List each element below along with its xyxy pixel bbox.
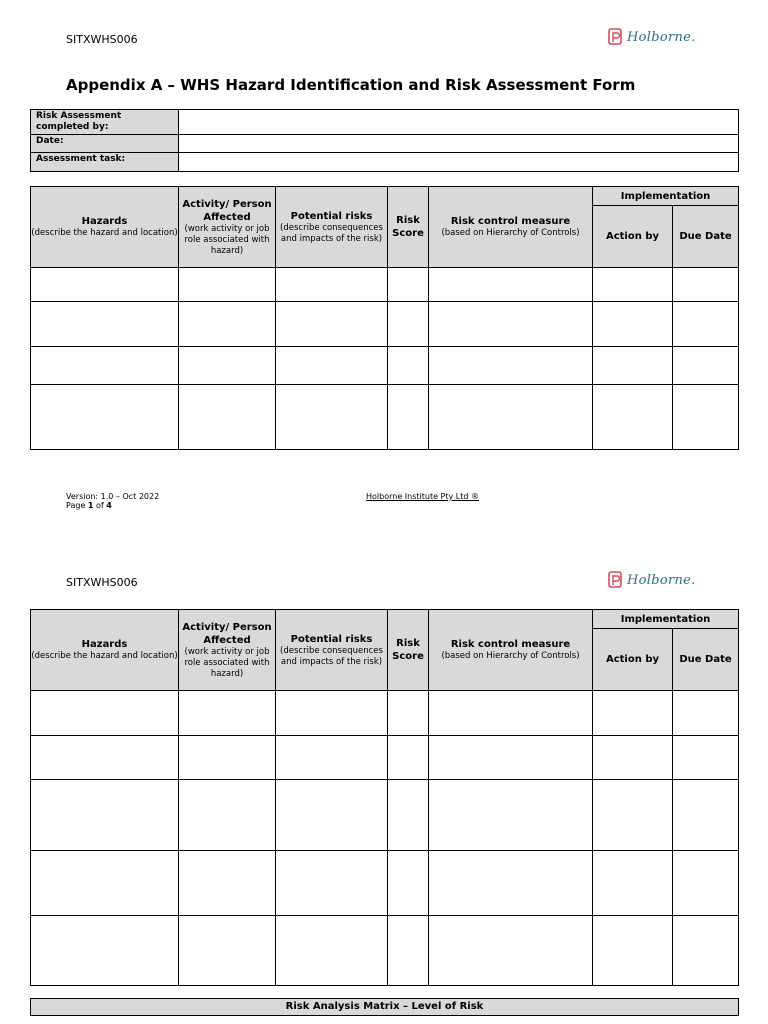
table-row [31,268,739,302]
risk-control-header: Risk control measure (based on Hierarchy of Controls) [429,610,593,691]
table-row [31,691,739,736]
hazards-header: Hazards (describe the hazard and location) [31,610,179,691]
hazards-header: Hazards (describe the hazard and location) [31,187,179,268]
date-field[interactable] [179,135,739,153]
assessment-task-label: Assessment task: [31,153,179,172]
holborne-logo-icon [608,28,624,46]
table-row [31,916,739,986]
doc-code: SITXWHS006 [66,576,138,589]
risk-score-header: Risk Score [388,187,429,268]
info-row-date [31,135,739,153]
table-row [31,302,739,347]
action-by-header: Action by [593,206,673,268]
assessment-info-table [30,109,739,172]
assessment-task-field[interactable] [179,153,739,172]
table-row [31,780,739,851]
risk-assessment-table [30,609,739,986]
implementation-header: Implementation [593,610,739,629]
table-row [31,347,739,385]
page-title: Appendix A – WHS Hazard Identification and Risk Assessment Form [66,76,636,94]
logo [608,571,696,589]
logo [608,28,696,46]
version-text: Version: 1.0 – Oct 2022 [66,492,160,501]
risk-control-header: Risk control measure (based on Hierarchy of Controls) [429,187,593,268]
activity-header: Activity/ Person Affected (work activity or job role associated with hazard) [179,610,276,691]
table-row [31,736,739,780]
logo-text: Holborne. [627,572,696,588]
completed-by-label: Risk Assessment completed by: [31,110,179,135]
action-by-header: Action by [593,629,673,691]
activity-header: Activity/ Person Affected (work activity or job role associated with hazard) [179,187,276,268]
risk-matrix-title: Risk Analysis Matrix – Level of Risk [30,998,739,1016]
potential-risks-header: Potential risks (describe consequences and impacts of the risk) [276,187,388,268]
potential-risks-header: Potential risks (describe consequences and impacts of the risk) [276,610,388,691]
due-date-header: Due Date [673,629,739,691]
table-row [31,385,739,450]
info-row-completed-by [31,110,739,135]
implementation-header: Implementation [593,187,739,206]
risk-assessment-table [30,186,739,450]
date-label: Date: [31,135,179,153]
due-date-header: Due Date [673,206,739,268]
doc-code: SITXWHS006 [66,33,138,46]
info-row-assessment-task [31,153,739,172]
company-link[interactable]: Holborne Institute Pty Ltd ® [366,492,480,501]
page-footer [66,492,159,510]
risk-score-header: Risk Score [388,610,429,691]
logo-text: Holborne. [627,29,696,45]
holborne-logo-icon [608,571,624,589]
completed-by-field[interactable] [179,110,739,135]
page-number: Page 1 of 4 [66,501,112,510]
table-row [31,851,739,916]
